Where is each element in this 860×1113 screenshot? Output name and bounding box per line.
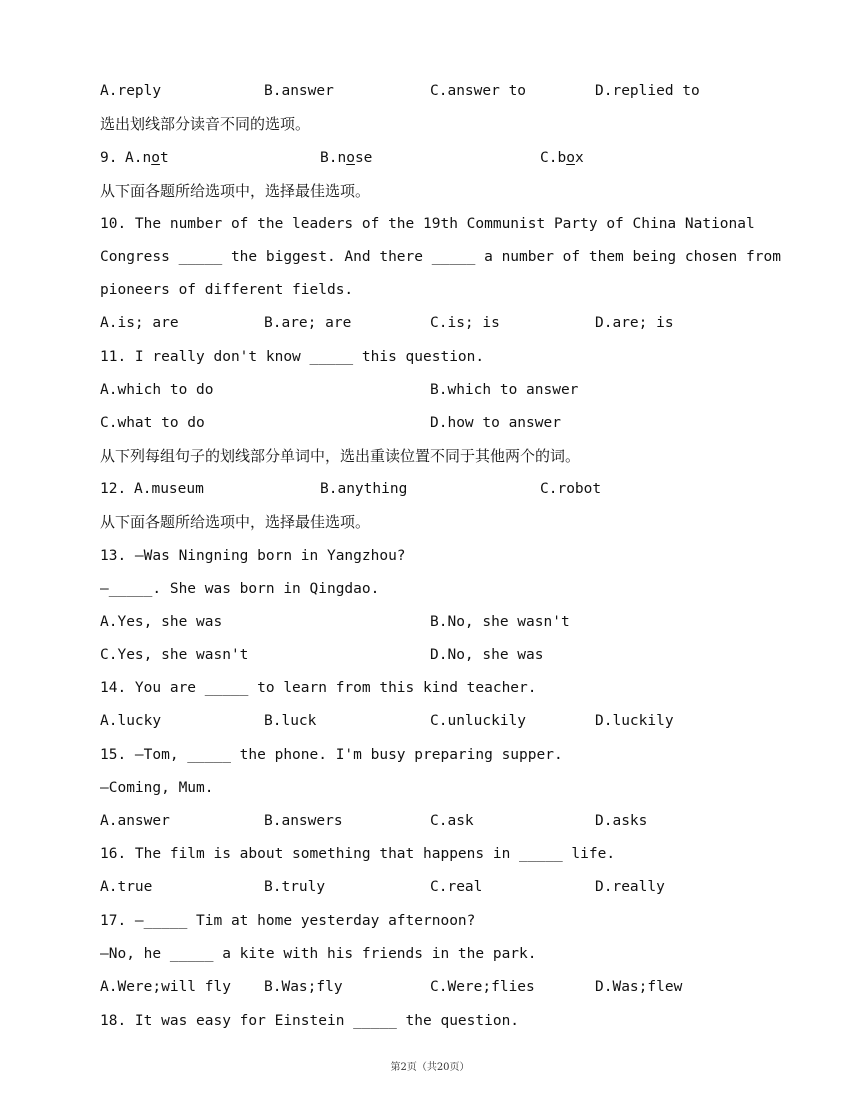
q12-number: 12.: [100, 481, 127, 497]
q11-option-b[interactable]: B.which to answer: [430, 382, 579, 398]
q8-option-a[interactable]: A.reply: [100, 83, 162, 99]
q12-option-c[interactable]: C.robot: [540, 481, 602, 497]
q8-option-c[interactable]: C.answer to: [430, 83, 527, 99]
page-footer: 第2页（共20页）: [390, 1062, 470, 1073]
q13-stem-line1: 13. —Was Ningning born in Yangzhou?: [100, 548, 406, 564]
q13-option-c[interactable]: C.Yes, she wasn't: [100, 647, 249, 663]
q11-option-d[interactable]: D.how to answer: [430, 415, 561, 431]
q17-stem-line2: —No, he _____ a kite with his friends in the park.: [100, 946, 537, 962]
q13-option-d[interactable]: D.No, she was: [430, 647, 544, 663]
q10-stem-line2: Congress _____ the biggest. And there _____ a number of them being chosen from: [100, 249, 781, 265]
q9-option-c[interactable]: C.box: [540, 150, 584, 166]
q17-option-d[interactable]: D.Was;flew: [595, 979, 683, 995]
q9-number: 9.: [100, 150, 118, 166]
q16-option-a[interactable]: A.true: [100, 879, 153, 895]
q10-option-a[interactable]: A.is; are: [100, 315, 179, 331]
section-instruction-best-choice: 从下面各题所给选项中，选择最佳选项。: [100, 182, 371, 200]
section-instruction-pronunciation: 选出划线部分读音不同的选项。: [100, 115, 311, 133]
section-instruction-best-choice-2: 从下面各题所给选项中，选择最佳选项。: [100, 513, 371, 531]
q10-stem-line3: pioneers of different fields.: [100, 282, 354, 298]
q16-option-b[interactable]: B.truly: [264, 879, 326, 895]
q15-option-a[interactable]: A.answer: [100, 813, 170, 829]
q12-option-b[interactable]: B.anything: [320, 481, 408, 497]
q10-option-d[interactable]: D.are; is: [595, 315, 674, 331]
q14-stem: 14. You are _____ to learn from this kind teacher.: [100, 680, 537, 696]
q16-option-c[interactable]: C.real: [430, 879, 483, 895]
q10-option-b[interactable]: B.are; are: [264, 315, 352, 331]
q17-option-c[interactable]: C.Were;flies: [430, 979, 535, 995]
q17-stem-line1: 17. —_____ Tim at home yesterday afternoon?: [100, 913, 476, 929]
q14-option-d[interactable]: D.luckily: [595, 713, 674, 729]
q14-option-c[interactable]: C.unluckily: [430, 713, 527, 729]
q13-option-a[interactable]: A.Yes, she was: [100, 614, 223, 630]
q8-option-b[interactable]: B.answer: [264, 83, 334, 99]
q15-option-c[interactable]: C.ask: [430, 813, 474, 829]
q8-option-d[interactable]: D.replied to: [595, 83, 700, 99]
q16-stem: 16. The film is about something that happens in _____ life.: [100, 846, 616, 862]
q13-option-b[interactable]: B.No, she wasn't: [430, 614, 570, 630]
q13-stem-line2: —_____. She was born in Qingdao.: [100, 581, 380, 597]
q17-option-b[interactable]: B.Was;fly: [264, 979, 343, 995]
q14-option-a[interactable]: A.lucky: [100, 713, 162, 729]
q11-option-a[interactable]: A.which to do: [100, 382, 214, 398]
section-instruction-stress: 从下列每组句子的划线部分单词中，选出重读位置不同于其他两个的词。: [100, 447, 581, 465]
q9-option-b[interactable]: B.nose: [320, 150, 373, 166]
q15-option-d[interactable]: D.asks: [595, 813, 648, 829]
q16-option-d[interactable]: D.really: [595, 879, 665, 895]
q10-option-c[interactable]: C.is; is: [430, 315, 500, 331]
q10-stem-line1: 10. The number of the leaders of the 19th Communist Party of China National: [100, 216, 755, 232]
q15-stem-line2: —Coming, Mum.: [100, 780, 214, 796]
q11-option-c[interactable]: C.what to do: [100, 415, 205, 431]
q18-stem: 18. It was easy for Einstein _____ the question.: [100, 1013, 520, 1029]
q17-option-a[interactable]: A.Were;will fly: [100, 979, 231, 995]
q9-option-a[interactable]: A.not: [125, 150, 169, 166]
q15-stem-line1: 15. —Tom, _____ the phone. I'm busy preparing supper.: [100, 747, 563, 763]
q15-option-b[interactable]: B.answers: [264, 813, 343, 829]
q12-option-a[interactable]: A.museum: [134, 481, 204, 497]
q14-option-b[interactable]: B.luck: [264, 713, 317, 729]
q11-stem: 11. I really don't know _____ this question.: [100, 349, 485, 365]
